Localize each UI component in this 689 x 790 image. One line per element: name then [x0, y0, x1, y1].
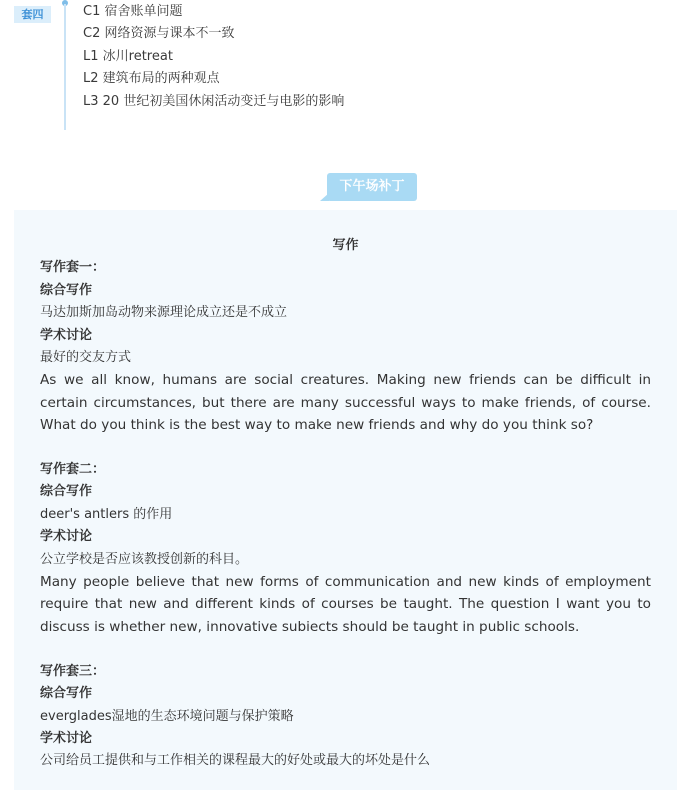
set-heading: 写作套三： — [40, 663, 106, 679]
academic-label: 学术讨论 — [40, 327, 93, 343]
list-item: C2 网络资源与课本不一致 — [83, 26, 235, 42]
integrated-topic: everglades湿地的生态环境问题与保护策略 — [40, 708, 294, 724]
prompt-text: As we all know, humans are social creatures. Making new friends can be difficult in certain circumstances, but there are many successful ways to make friends, of course. What do you think is the best way to make new friends and why do you think so? — [40, 372, 651, 434]
set-four-block — [0, 0, 689, 140]
set-heading: 写作套二： — [40, 462, 106, 478]
integrated-topic: deer's antlers 的作用 — [40, 506, 173, 522]
spacer — [40, 437, 651, 459]
set-heading: 写作套一： — [40, 260, 106, 276]
academic-topic: 最好的交友方式 — [40, 350, 132, 366]
integrated-label: 综合写作 — [40, 686, 93, 702]
list-item: L3 20 世纪初美国休闲活动变迁与电影的影响 — [83, 93, 345, 109]
timeline-line — [64, 4, 66, 130]
integrated-topic: 马达加斯加岛动物来源理论成立还是不成立 — [40, 305, 288, 321]
academic-topic: 公立学校是否应该教授创新的科目。 — [40, 551, 249, 567]
writing-panel — [14, 210, 677, 790]
list-item: L1 冰川retreat — [83, 48, 173, 64]
set-tag: 套四 — [14, 6, 51, 23]
prompt-text: Many people believe that new forms of communication and new kinds of employment require that new and different kinds of courses be taught. The question I want you to discuss is whether new, innovative subiects should be taught in public schools. — [40, 574, 651, 635]
section-badge: 下午场补丁 — [327, 173, 417, 201]
writing-content — [40, 235, 651, 773]
course-list — [83, 1, 344, 113]
list-item: L2 建筑布局的两种观点 — [83, 71, 220, 87]
academic-label: 学术讨论 — [40, 730, 93, 746]
spacer — [40, 638, 651, 660]
academic-topic: 公司给员工提供和与工作相关的课程最大的好处或最大的坏处是什么 — [40, 753, 431, 769]
integrated-label: 综合写作 — [40, 484, 93, 500]
list-item: C1 宿舍账单问题 — [83, 4, 183, 19]
integrated-label: 综合写作 — [40, 282, 93, 298]
academic-label: 学术讨论 — [40, 529, 93, 545]
section-title: 写作 — [332, 238, 359, 253]
